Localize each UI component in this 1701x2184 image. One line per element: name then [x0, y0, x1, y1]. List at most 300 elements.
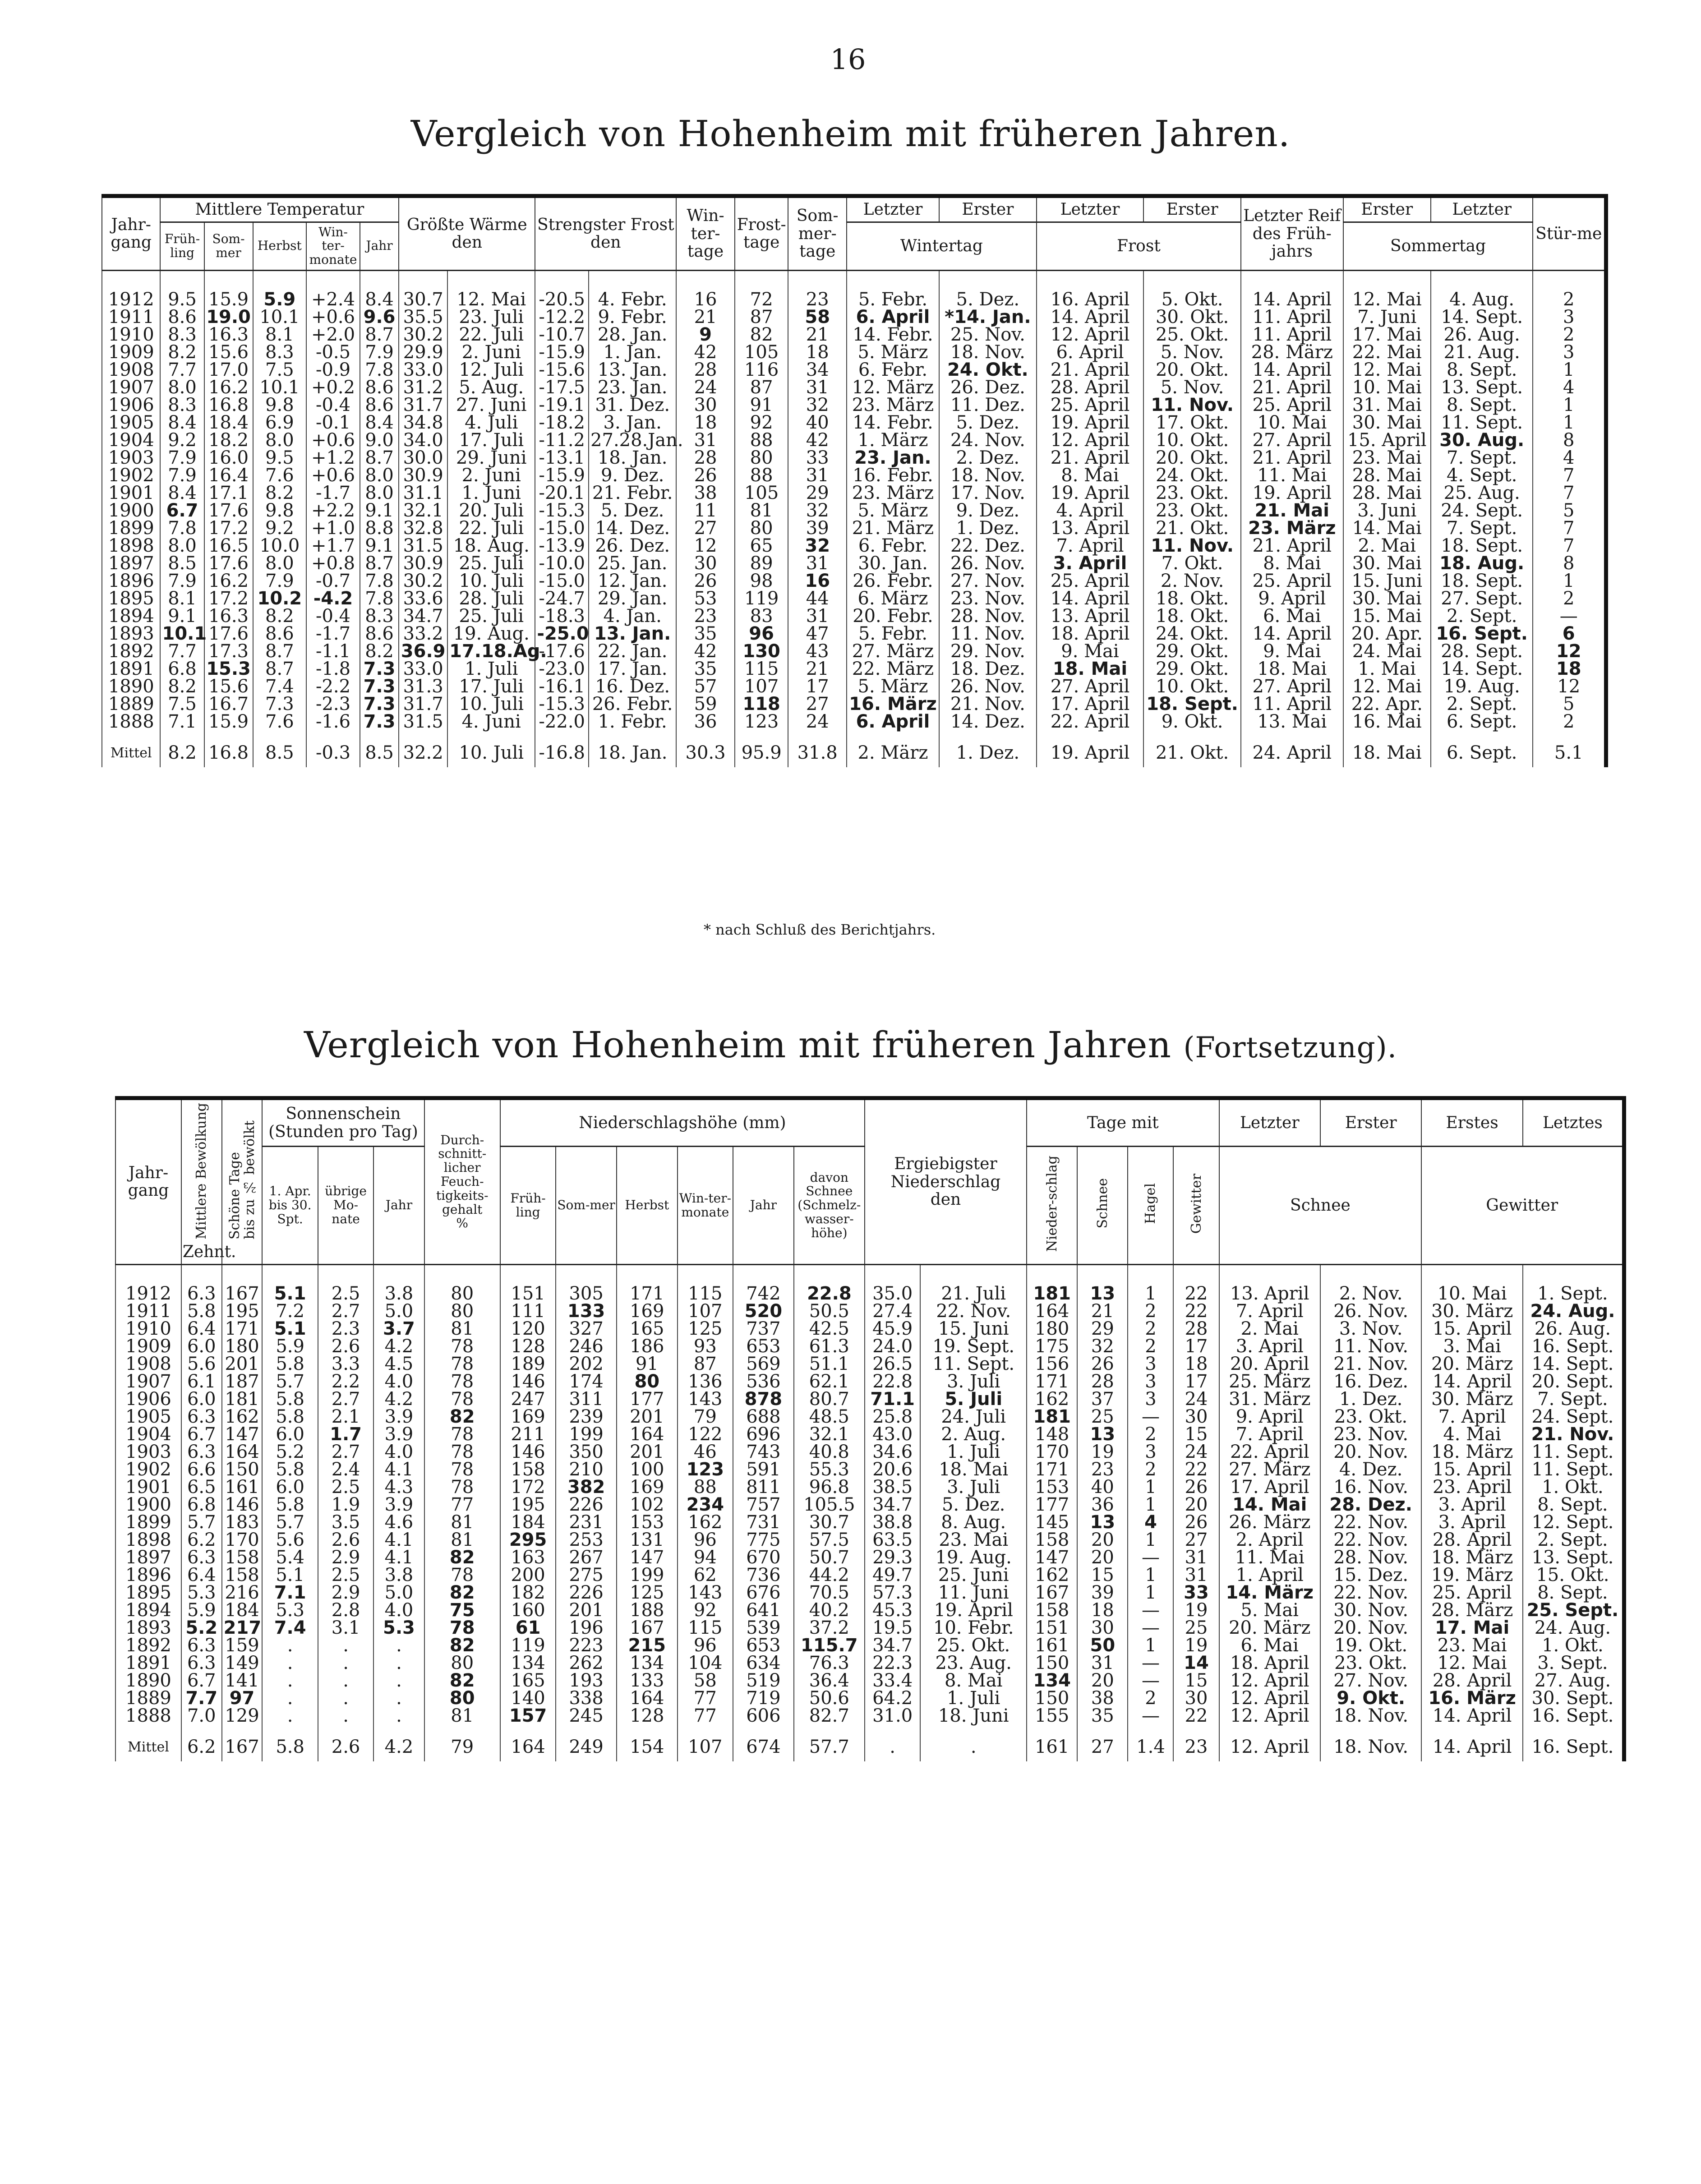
table-cell: 22. Nov.: [920, 1303, 1027, 1320]
table-cell: 82: [424, 1584, 500, 1602]
table-cell: 2. Nov.: [1320, 1264, 1421, 1303]
table-cell: 17.2: [204, 590, 253, 608]
table-cell: 7.5: [160, 696, 204, 713]
table-cell: 80: [424, 1264, 500, 1303]
table-cell: 1898: [115, 1531, 181, 1549]
table-cell: 5. März: [847, 678, 939, 696]
footnote: * nach Schluß des Berichtjahrs.: [704, 921, 936, 938]
table-cell: -13.9: [535, 537, 589, 555]
table-cell: 5.1: [1533, 731, 1606, 767]
table-cell: 26. Aug.: [1523, 1320, 1624, 1338]
table-cell: 211: [500, 1426, 556, 1443]
table-cell: 11. Sept.: [920, 1355, 1027, 1373]
table-cell: 196: [556, 1619, 617, 1637]
table-cell: 7: [1533, 520, 1606, 537]
table-cell: *14. Jan.: [939, 309, 1037, 326]
table-cell: 2. Juni: [447, 467, 535, 484]
table-cell: 16: [788, 572, 846, 590]
table-cell: 4. Jan.: [589, 608, 676, 625]
table-cell: 22: [1173, 1303, 1219, 1320]
table-cell: 164: [617, 1426, 678, 1443]
table-cell: 13: [1077, 1514, 1128, 1531]
table-cell: 27. Aug.: [1523, 1672, 1624, 1690]
table-cell: 20: [1077, 1672, 1128, 1690]
table-cell: 245: [556, 1707, 617, 1725]
table-cell: 34: [788, 361, 846, 379]
table-cell: 27. März: [1219, 1461, 1320, 1479]
table-cell: 15.3: [204, 660, 253, 678]
table-cell: 5.1: [262, 1320, 318, 1338]
table-cell: 2. Sept.: [1523, 1531, 1624, 1549]
table-cell: 23. Mai: [1421, 1637, 1522, 1654]
table-cell: 3: [1533, 309, 1606, 326]
table1-title: Vergleich von Hohenheim mit früheren Jahren.: [410, 113, 1291, 155]
table-cell: 6. April: [847, 309, 939, 326]
table-cell: 22. Jan.: [589, 643, 676, 660]
precipitation-row: [115, 1408, 1624, 1426]
header-sommertag: Sommertag: [1343, 222, 1533, 270]
table-cell: 125: [678, 1320, 733, 1338]
table-cell: 5. Aug.: [447, 379, 535, 396]
table-cell: 8.7: [253, 660, 307, 678]
table-cell: 1. Jan.: [589, 344, 676, 361]
table-cell: 116: [735, 361, 788, 379]
table-cell: 1. Okt.: [1523, 1637, 1624, 1654]
table-cell: 24: [1173, 1443, 1219, 1461]
table-cell: 18. April: [1037, 625, 1143, 643]
header-tage-gewitter: Gewitter: [1173, 1147, 1219, 1264]
table-cell: 27. Nov.: [1320, 1672, 1421, 1690]
table-cell: 30. März: [1421, 1303, 1522, 1320]
table-cell: 17. Juli: [447, 432, 535, 449]
table-cell: -1.8: [306, 660, 360, 678]
table-cell: 19. Aug.: [920, 1549, 1027, 1567]
table-cell: 1899: [115, 1514, 181, 1531]
table-cell: 15. Juni: [920, 1320, 1027, 1338]
table-cell: 21. Okt.: [1143, 520, 1241, 537]
table-cell: 2. Aug.: [920, 1426, 1027, 1443]
table-cell: 31.2: [399, 379, 447, 396]
header-letzter-schnee: Letzter: [1219, 1098, 1320, 1147]
table-cell: .: [318, 1707, 373, 1725]
temperature-row: [102, 590, 1606, 608]
table-cell: 186: [617, 1338, 678, 1355]
table-cell: 215: [617, 1637, 678, 1654]
table-cell: 8. Aug.: [920, 1514, 1027, 1531]
table-cell: 11. Nov.: [1143, 537, 1241, 555]
table-cell: 105: [735, 344, 788, 361]
table-cell: 115: [735, 660, 788, 678]
comparison-table-precipitation: [115, 1096, 1626, 1761]
table-cell: 167: [222, 1264, 263, 1303]
table-cell: 2.9: [318, 1549, 373, 1567]
table-cell: 27. April: [1037, 678, 1143, 696]
table-cell: 40.8: [794, 1443, 865, 1461]
table-cell: 1: [1128, 1496, 1173, 1514]
table-cell: 13. Jan.: [589, 625, 676, 643]
table-cell: 4. Juni: [447, 713, 535, 731]
table-cell: 8.6: [360, 396, 399, 414]
header-sonnen-jahr: Jahr: [373, 1147, 424, 1264]
table-cell: -20.1: [535, 484, 589, 502]
table-cell: 6.7: [181, 1426, 222, 1443]
precipitation-row: [115, 1496, 1624, 1514]
table-cell: 2. Juni: [447, 344, 535, 361]
table-cell: 31: [676, 432, 734, 449]
table-cell: 9.1: [360, 537, 399, 555]
table-cell: 18: [676, 414, 734, 432]
table-cell: 164: [500, 1725, 556, 1761]
table-cell: 11. Mai: [1241, 467, 1343, 484]
table-cell: 145: [1027, 1514, 1077, 1531]
table-cell: 3: [1533, 344, 1606, 361]
table-cell: 253: [556, 1531, 617, 1549]
table-cell: 10.1: [253, 309, 307, 326]
table-cell: 57: [676, 678, 734, 696]
table-cell: 87: [735, 379, 788, 396]
table-cell: 606: [733, 1707, 794, 1725]
table-cell: 1901: [102, 484, 160, 502]
table-cell: 15. April: [1421, 1461, 1522, 1479]
table-cell: 107: [678, 1303, 733, 1320]
table-cell: 78: [424, 1338, 500, 1355]
table-cell: 169: [500, 1408, 556, 1426]
table-cell: 6.8: [181, 1496, 222, 1514]
table-cell: 134: [1027, 1672, 1077, 1690]
table-cell: 5.3: [262, 1602, 318, 1619]
table-cell: 5. Febr.: [847, 270, 939, 309]
table-cell: 31.5: [399, 713, 447, 731]
table-cell: 6. März: [847, 590, 939, 608]
table-cell: 6.3: [181, 1443, 222, 1461]
table-cell: 27: [1173, 1531, 1219, 1549]
table-cell: 3. Juni: [1343, 502, 1431, 520]
table-cell: 350: [556, 1443, 617, 1461]
table-cell: 3: [1128, 1373, 1173, 1391]
table-cell: 55.3: [794, 1461, 865, 1479]
table-cell: 10. Mai: [1421, 1264, 1522, 1303]
precipitation-row: [115, 1531, 1624, 1549]
table-cell: 77: [678, 1707, 733, 1725]
table-cell: 32: [788, 396, 846, 414]
table-cell: 27: [676, 520, 734, 537]
table-cell: 34.7: [865, 1496, 920, 1514]
table-cell: -18.2: [535, 414, 589, 432]
precipitation-row: [115, 1479, 1624, 1496]
table-cell: 21. Nov.: [939, 696, 1037, 713]
table-cell: 36.9: [399, 643, 447, 660]
table-cell: 61.3: [794, 1338, 865, 1355]
table-cell: 38.8: [865, 1514, 920, 1531]
table-cell: 11. Sept.: [1523, 1443, 1624, 1461]
table-cell: 26: [1173, 1514, 1219, 1531]
table-cell: 16.5: [204, 537, 253, 555]
table-cell: 4: [1128, 1514, 1173, 1531]
table-cell: 1905: [102, 414, 160, 432]
table-cell: 25. Sept.: [1523, 1602, 1624, 1619]
table-cell: 12. Mai: [447, 270, 535, 309]
table-cell: -15.0: [535, 572, 589, 590]
temperature-row: [102, 608, 1606, 625]
table-cell: 50.7: [794, 1549, 865, 1567]
table-cell: 164: [222, 1443, 263, 1461]
table-cell: 165: [617, 1320, 678, 1338]
table-cell: -23.0: [535, 660, 589, 678]
table-cell: 8.0: [360, 467, 399, 484]
table-cell: 4.0: [373, 1443, 424, 1461]
table-cell: 2. Mai: [1219, 1320, 1320, 1338]
table-cell: 16.7: [204, 696, 253, 713]
table-cell: 2.7: [318, 1443, 373, 1461]
table-cell: 17. Nov.: [939, 484, 1037, 502]
table-cell: 40: [1077, 1479, 1128, 1496]
table-cell: 30. Aug.: [1431, 432, 1533, 449]
page-number: 16: [830, 43, 866, 76]
table-cell: -0.5: [306, 344, 360, 361]
table-cell: 10. Febr.: [920, 1619, 1027, 1637]
table-cell: 155: [1027, 1707, 1077, 1725]
table-cell: 19. Okt.: [1320, 1637, 1421, 1654]
table-cell: 34.7: [865, 1637, 920, 1654]
table-cell: 5.8: [262, 1391, 318, 1408]
table-cell: 71.1: [865, 1391, 920, 1408]
table-cell: 3.5: [318, 1514, 373, 1531]
table-cell: 1. Juli: [447, 660, 535, 678]
table-cell: 13: [1077, 1264, 1128, 1303]
table-cell: 96.8: [794, 1479, 865, 1496]
table-cell: 12. April: [1219, 1725, 1320, 1761]
table-cell: .: [262, 1672, 318, 1690]
table-cell: 4. Juli: [447, 414, 535, 432]
table-cell: 8. Mai: [920, 1672, 1027, 1690]
table-cell: 77: [678, 1690, 733, 1707]
table-cell: 16.2: [204, 572, 253, 590]
table-cell: 6.3: [181, 1549, 222, 1567]
table-cell: 158: [222, 1549, 263, 1567]
table-cell: 125: [617, 1584, 678, 1602]
table-cell: 51.1: [794, 1355, 865, 1373]
table-cell: 34.6: [865, 1443, 920, 1461]
table-cell: 1910: [115, 1320, 181, 1338]
table1-body: [102, 270, 1606, 767]
table-cell: .: [920, 1725, 1027, 1761]
table-cell: 14. Febr.: [847, 414, 939, 432]
table-cell: 18. Nov.: [939, 467, 1037, 484]
table-cell: 2.2: [318, 1373, 373, 1391]
header-sommer: Som-mer: [204, 222, 253, 270]
table-cell: 1908: [102, 361, 160, 379]
table-cell: 653: [733, 1637, 794, 1654]
table-cell: 57.3: [865, 1584, 920, 1602]
table-cell: 18. Okt.: [1143, 608, 1241, 625]
table-cell: 49.7: [865, 1567, 920, 1584]
header-schoene-tage: Schöne Tagebis zu ⅔ bewölkt: [222, 1098, 263, 1265]
table-cell: 10.1: [160, 625, 204, 643]
table-cell: 10.1: [253, 379, 307, 396]
table-cell: 16. März: [847, 696, 939, 713]
table-cell: 234: [678, 1496, 733, 1514]
table-cell: 247: [500, 1391, 556, 1408]
table-cell: 10.0: [253, 537, 307, 555]
table-cell: -16.1: [535, 678, 589, 696]
table-cell: 3.7: [373, 1320, 424, 1338]
table-cell: 17: [1173, 1373, 1219, 1391]
table-cell: 1. Febr.: [589, 713, 676, 731]
temperature-row: [102, 502, 1606, 520]
table-cell: 25. Juli: [447, 608, 535, 625]
table-cell: 719: [733, 1690, 794, 1707]
table-cell: 18. Mai: [1241, 660, 1343, 678]
table-cell: 31.8: [788, 731, 846, 767]
table-cell: 82.7: [794, 1707, 865, 1725]
table-cell: 22. Apr.: [1343, 696, 1431, 713]
table-cell: 12. Mai: [1343, 678, 1431, 696]
header-tage-niederschlag: Nieder-schlag: [1027, 1147, 1077, 1264]
precipitation-row: [115, 1303, 1624, 1320]
table-cell: 23. Nov.: [1320, 1426, 1421, 1443]
table-cell: 9. Mai: [1037, 643, 1143, 660]
table-cell: 2. Sept.: [1431, 696, 1533, 713]
table-cell: 2: [1128, 1461, 1173, 1479]
table-cell: 6. Sept.: [1431, 713, 1533, 731]
table-cell: 26. März: [1219, 1514, 1320, 1531]
table-cell: -1.7: [306, 625, 360, 643]
table-cell: 65: [735, 537, 788, 555]
table-cell: 8.1: [253, 326, 307, 344]
table-cell: 6.3: [181, 1264, 222, 1303]
table-cell: 21. April: [1241, 537, 1343, 555]
table-cell: 10. Okt.: [1143, 678, 1241, 696]
table-cell: 36: [676, 713, 734, 731]
table-cell: 28. Dez.: [1320, 1496, 1421, 1514]
table-cell: 169: [617, 1479, 678, 1496]
table-cell: -0.4: [306, 396, 360, 414]
header-uebrige-monate: übrige Mo-nate: [318, 1147, 373, 1264]
table-cell: 14. April: [1421, 1707, 1522, 1725]
table-cell: 20. März: [1421, 1355, 1522, 1373]
table-cell: 5.3: [373, 1619, 424, 1637]
table-cell: 19.5: [865, 1619, 920, 1637]
table-cell: 25. April: [1241, 572, 1343, 590]
header-ns-sommer: Som-mer: [556, 1147, 617, 1264]
table-cell: 43.0: [865, 1426, 920, 1443]
table-cell: 25.8: [865, 1408, 920, 1426]
table-cell: 170: [1027, 1443, 1077, 1461]
precipitation-row: [115, 1264, 1624, 1303]
table-cell: 8.2: [253, 484, 307, 502]
table-cell: 8.5: [160, 555, 204, 572]
table-cell: 8.3: [160, 326, 204, 344]
table-cell: 24: [1173, 1391, 1219, 1408]
table-cell: —: [1128, 1654, 1173, 1672]
table-cell: 148: [1027, 1426, 1077, 1443]
table-cell: 7.6: [253, 467, 307, 484]
table-cell: .: [373, 1672, 424, 1690]
table-cell: 16. März: [1421, 1690, 1522, 1707]
table-cell: 29.3: [865, 1549, 920, 1567]
table-cell: 149: [222, 1654, 263, 1672]
table-cell: 77: [424, 1496, 500, 1514]
table-cell: 9. April: [1241, 590, 1343, 608]
table-cell: 1904: [115, 1426, 181, 1443]
table-cell: 736: [733, 1567, 794, 1584]
table-cell: -15.9: [535, 344, 589, 361]
table-cell: 1902: [102, 467, 160, 484]
table-cell: 1912: [115, 1264, 181, 1303]
table-cell: 18. Sept.: [1143, 696, 1241, 713]
table-cell: 1. April: [1219, 1567, 1320, 1584]
table-cell: 105: [735, 484, 788, 502]
table-cell: 3. Nov.: [1320, 1320, 1421, 1338]
table-cell: 14. Sept.: [1523, 1355, 1624, 1373]
table-cell: +0.2: [306, 379, 360, 396]
table-cell: 22. Nov.: [1320, 1531, 1421, 1549]
table-cell: 539: [733, 1619, 794, 1637]
table-cell: 5. Dez.: [589, 502, 676, 520]
table-cell: 17. April: [1037, 696, 1143, 713]
table-cell: 78: [424, 1426, 500, 1443]
table-cell: 3.3: [318, 1355, 373, 1373]
table-cell: 5. März: [847, 502, 939, 520]
table-cell: 32: [788, 502, 846, 520]
table-cell: 80: [424, 1690, 500, 1707]
table-cell: 8: [1533, 555, 1606, 572]
table-cell: 9. Mai: [1241, 643, 1343, 660]
table-cell: 13. Mai: [1241, 713, 1343, 731]
table-cell: 1907: [102, 379, 160, 396]
table-cell: 1889: [115, 1690, 181, 1707]
table-cell: 24: [788, 713, 846, 731]
table-cell: -0.1: [306, 414, 360, 432]
table-cell: 5.0: [373, 1303, 424, 1320]
table-cell: 1: [1128, 1584, 1173, 1602]
table-cell: 6.7: [181, 1672, 222, 1690]
table-cell: 20. Nov.: [1320, 1619, 1421, 1637]
table-cell: 21. April: [1241, 449, 1343, 467]
table-cell: 82: [424, 1408, 500, 1426]
table-cell: 4.5: [373, 1355, 424, 1373]
table-cell: 6.3: [181, 1654, 222, 1672]
table-cell: 143: [678, 1391, 733, 1408]
table-cell: 12. April: [1219, 1672, 1320, 1690]
table-cell: 92: [735, 414, 788, 432]
table-cell: 35.5: [399, 309, 447, 326]
table-cell: 6. Mai: [1241, 608, 1343, 625]
table-cell: 2: [1128, 1320, 1173, 1338]
table-cell: 4. Febr.: [589, 270, 676, 309]
table-cell: 150: [222, 1461, 263, 1479]
table-cell: 12: [1533, 678, 1606, 696]
table-cell: 199: [556, 1426, 617, 1443]
table-cell: 53: [676, 590, 734, 608]
table-cell: 9.6: [360, 309, 399, 326]
table-cell: 70.5: [794, 1584, 865, 1602]
table-cell: 1890: [115, 1672, 181, 1690]
table-cell: 14. Sept.: [1431, 660, 1533, 678]
table-cell: 11: [676, 502, 734, 520]
header-letztes-gewitter: Letztes: [1523, 1098, 1624, 1147]
header-frosttage: Frost-tage: [735, 196, 788, 271]
table-cell: 11. April: [1241, 696, 1343, 713]
table-cell: 674: [733, 1725, 794, 1761]
table-cell: 182: [500, 1584, 556, 1602]
table-cell: 5.1: [262, 1567, 318, 1584]
table-cell: 2.5: [318, 1264, 373, 1303]
header-herbst: Herbst: [253, 222, 307, 270]
header-letzter-reif: Letzter Reif des Früh-jahrs: [1241, 196, 1343, 271]
table-cell: 44: [788, 590, 846, 608]
table-cell: 16.4: [204, 467, 253, 484]
